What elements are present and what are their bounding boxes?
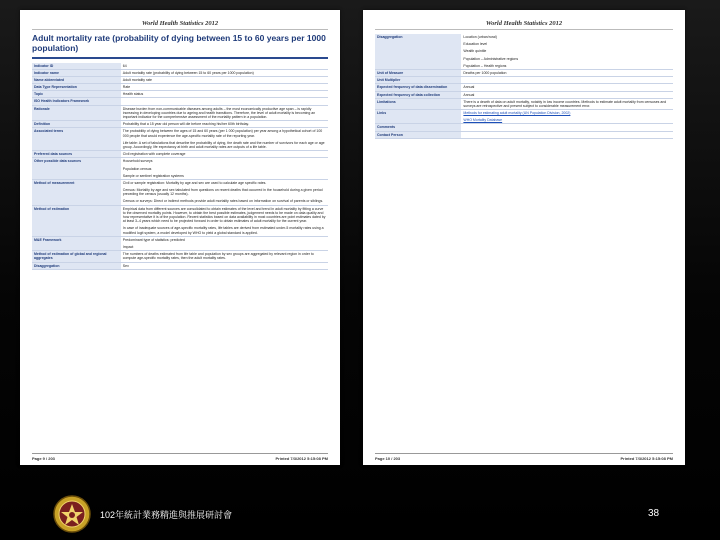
value-paragraph: Household surveys xyxy=(122,159,153,164)
value-paragraph: Education level xyxy=(463,42,488,47)
reference-link[interactable]: Methods for estimating adult mortality (UN Population Division, 2002) xyxy=(463,111,571,116)
row-label: Method of measurement xyxy=(32,179,121,205)
row-value xyxy=(121,121,328,128)
row-label: Expected frequency of data dissemination xyxy=(375,84,461,91)
value-paragraph: Civil registration with complete coverage xyxy=(122,152,186,157)
value-paragraph: Predominant type of statistics: predicted xyxy=(122,237,185,242)
metadata-table xyxy=(32,63,328,270)
document-page-left xyxy=(20,10,340,465)
row-label: Indicator name xyxy=(32,69,121,76)
row-label: Indicator ID xyxy=(32,63,121,70)
value-paragraph: Census or surveys: Direct or indirect methods provide adult mortality rates based on information on survival of parents or siblings. xyxy=(122,199,324,204)
row-label: Data Type Representation xyxy=(32,84,121,91)
row-label: Unit Multiplier xyxy=(375,77,461,84)
row-label: Limitations xyxy=(375,98,461,109)
row-value xyxy=(121,128,328,151)
page-number: Page 10 / 203 xyxy=(375,456,401,461)
conference-label: 102年統計業務精進與推展研討會 xyxy=(100,510,233,520)
page-number: Page 9 / 203 xyxy=(32,456,55,461)
value-paragraph: Annual xyxy=(463,85,475,90)
table-row xyxy=(32,251,328,262)
row-value xyxy=(461,124,673,131)
value-paragraph: Population – Administrative regions xyxy=(463,56,519,61)
table-row xyxy=(32,151,328,158)
value-paragraph: Disease burden from non-communicable diseases among adults – the most economically productive age span – is rapidly increasing in developing countries due to ageing and health transitions. Therefore, the level of adult mortality is becoming an important indicator for the comprehensive assessment of the mortality pattern in a population. xyxy=(122,106,316,120)
value-paragraph: Population – Health regions xyxy=(463,63,507,68)
table-row xyxy=(375,77,673,84)
value-paragraph: Location (urban/rural) xyxy=(463,35,497,39)
table-row xyxy=(32,121,328,128)
row-value xyxy=(121,63,328,70)
page-footer xyxy=(32,453,328,461)
table-row xyxy=(32,236,328,250)
value-paragraph: Empirical data from different sources are consolidated to obtain estimates of the level and trend in adult mortality by fitting a curve to the observed mortality points. However, to obtain the best possible estimates, judgement needs to be made on data quality and how representative it is of the population. Recent statistics based on data availability in most countries are point estimates dated by at least 3–4 years which need to be projected forward in order to obtain estimates of adult mortality for the current year. xyxy=(122,206,326,224)
value-paragraph: In case of inadequate sources of age-specific mortality rates, life tables are derived from estimated under-5 mortality rates using a modified logit system, a model developed by WHO to yield a global standard is applied. xyxy=(122,226,324,235)
row-value xyxy=(121,84,328,91)
value-paragraph: The probability of dying between the ages of 15 and 60 years (per 1 000 population) per year among a hypothetical cohort of 100 000 people that would experience the age-specific mortality rate of the reporting year. xyxy=(122,129,323,138)
value-paragraph: Civil or sample registration: Mortality by age and sex are used to calculate age specific rates. xyxy=(122,180,267,185)
table-row xyxy=(32,158,328,180)
row-value xyxy=(121,158,328,180)
table-row xyxy=(375,131,673,138)
row-label: Disaggregation xyxy=(32,262,121,269)
table-row xyxy=(32,179,328,205)
row-label: Definition xyxy=(32,121,121,128)
row-label: Preferred data sources xyxy=(32,151,121,158)
row-label: Method of estimation of global and regional aggregates xyxy=(32,251,121,262)
document-page-right xyxy=(363,10,685,465)
row-label: Comments xyxy=(375,124,461,131)
row-value xyxy=(461,34,673,69)
value-paragraph: Sex xyxy=(122,263,129,268)
value-paragraph: Probability that a 15 year old person will die before reaching his/her 60th birthday. xyxy=(122,122,250,127)
row-value xyxy=(121,151,328,158)
table-row xyxy=(375,124,673,131)
value-paragraph: Rate xyxy=(122,85,131,90)
row-label: ISO Health Indicators Framework xyxy=(32,98,121,105)
table-row xyxy=(32,91,328,98)
value-paragraph: Sample or sentinel registration systems xyxy=(122,173,184,178)
table-row xyxy=(375,91,673,98)
row-value xyxy=(121,76,328,83)
value-paragraph: Life table: A set of tabulations that describe the probability of dying, the death rate and the number of survivors for each age or age group. Accordingly, life expectancy at birth and adult mortality rates are outputs of a life table. xyxy=(122,140,325,149)
row-value xyxy=(121,69,328,76)
row-value xyxy=(121,179,328,205)
page-footer xyxy=(375,453,673,461)
reference-link[interactable]: WHO Mortality Database xyxy=(463,118,503,123)
table-row xyxy=(32,205,328,236)
table-row xyxy=(375,34,673,69)
value-paragraph: Health status xyxy=(122,92,144,97)
table-row xyxy=(32,105,328,121)
row-value xyxy=(121,91,328,98)
document-title: Adult mortality rate (probability of dying between 15 to 60 years per 1000 population) xyxy=(32,34,328,59)
value-paragraph: Annual xyxy=(463,92,475,97)
row-label: Method of estimation xyxy=(32,205,121,236)
row-value xyxy=(121,236,328,250)
table-row xyxy=(32,63,328,70)
table-row xyxy=(32,69,328,76)
row-label: Unit of Measure xyxy=(375,69,461,76)
row-label: Links xyxy=(375,110,461,124)
row-label: Expected frequency of data collection xyxy=(375,91,461,98)
row-label: Topic xyxy=(32,91,121,98)
slide-number: 38 xyxy=(648,508,660,519)
row-label: Disaggregation xyxy=(375,34,461,69)
value-paragraph: Wealth quintile xyxy=(463,49,487,54)
row-label: Name abbreviated xyxy=(32,76,121,83)
row-label: M&E Framework xyxy=(32,236,121,250)
table-row xyxy=(32,84,328,91)
value-paragraph: Census: Mortality by age and sex tabulated from questions on recent deaths that occurred in the household during a given period preceding the census (usually 12 months). xyxy=(122,188,323,197)
running-head: World Health Statistics 2012 xyxy=(32,20,328,30)
row-label: Other possible data sources xyxy=(32,158,121,180)
row-value xyxy=(461,98,673,109)
value-paragraph: 64 xyxy=(122,63,127,68)
row-label: Rationale xyxy=(32,105,121,121)
table-row xyxy=(375,84,673,91)
row-value xyxy=(461,69,673,76)
value-paragraph: Impact xyxy=(122,244,134,249)
value-paragraph: The numbers of deaths estimated from life table and population by sex groups are aggregated by relevant region in order to compute age-specific mortality rates, then the adult mortality rates. xyxy=(122,252,314,261)
table-row xyxy=(32,262,328,269)
row-value xyxy=(461,131,673,138)
value-paragraph: There is a dearth of data on adult mortality, notably in low income countries. Methods to estimate adult mortality from censuses and surveys are retrospective and present subject to considerable measurement error. xyxy=(463,99,667,108)
row-value xyxy=(121,251,328,262)
row-label: Contact Person xyxy=(375,131,461,138)
table-row xyxy=(375,110,673,124)
running-head: World Health Statistics 2012 xyxy=(375,20,673,30)
row-value xyxy=(121,98,328,105)
row-label: Associated terms xyxy=(32,128,121,151)
row-value xyxy=(461,110,673,124)
value-paragraph: Adult mortality rate (probability of dying between 15 to 60 years per 1000 population) xyxy=(122,70,254,75)
row-value xyxy=(461,91,673,98)
value-paragraph: Population census xyxy=(122,166,152,171)
table-row xyxy=(32,128,328,151)
table-row xyxy=(375,69,673,76)
print-date: Printed 7/3/2012 5:15:08 PM xyxy=(620,456,673,461)
print-date: Printed 7/3/2012 5:15:08 PM xyxy=(275,456,328,461)
row-value xyxy=(121,205,328,236)
row-value xyxy=(461,84,673,91)
row-value xyxy=(461,77,673,84)
metadata-table xyxy=(375,34,673,139)
row-value xyxy=(121,262,328,269)
table-row xyxy=(375,98,673,109)
emblem-seal-icon xyxy=(52,494,92,534)
table-row xyxy=(32,76,328,83)
value-paragraph: Adult mortality rate xyxy=(122,77,152,82)
table-row xyxy=(32,98,328,105)
value-paragraph: Deaths per 1000 population xyxy=(463,70,507,75)
row-value xyxy=(121,105,328,121)
